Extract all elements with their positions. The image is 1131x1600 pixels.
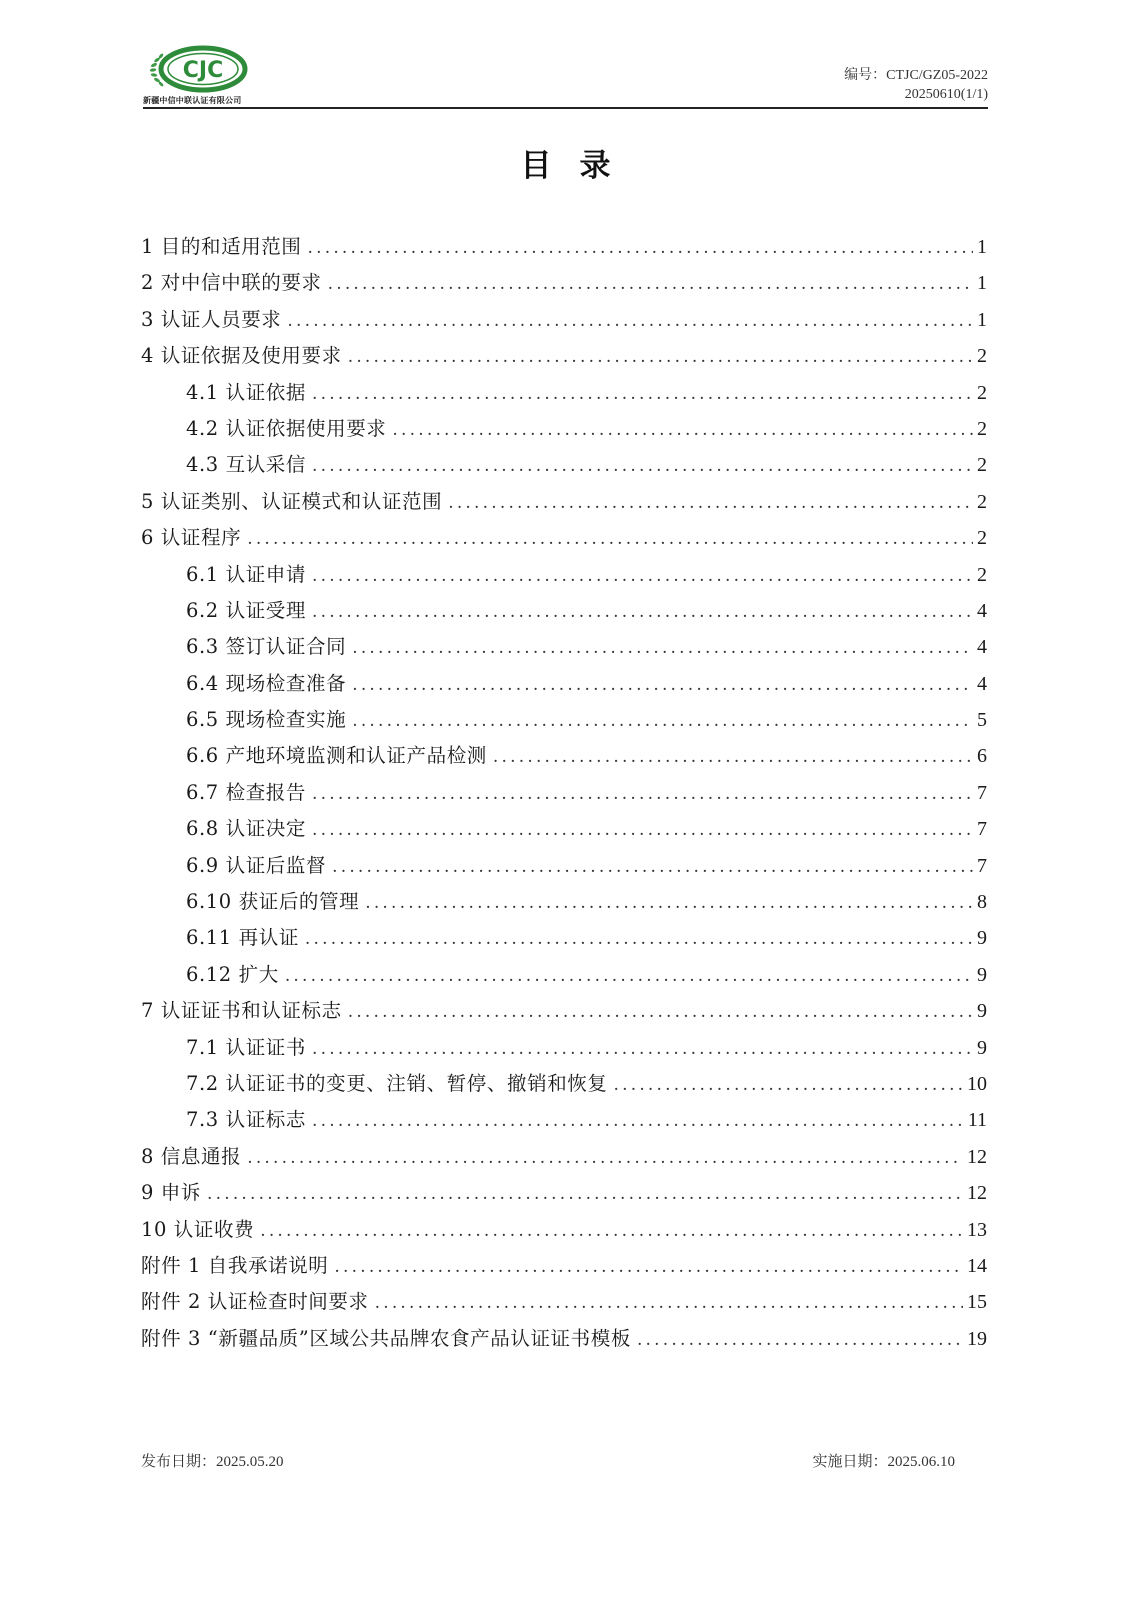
toc-entry-label: 6.1 认证申请: [186, 562, 307, 586]
toc-entry-label: 10 认证收费: [141, 1217, 255, 1241]
toc-entry[interactable]: [141, 302, 987, 338]
toc-entry[interactable]: [141, 447, 987, 483]
toc-entry-label: 3 认证人员要求: [141, 307, 282, 331]
toc-entry-page: 2: [977, 381, 987, 404]
toc-entry-page: 6: [977, 745, 987, 768]
toc-entry[interactable]: [141, 993, 987, 1029]
toc-entry-label: 4.3 互认采信: [186, 453, 307, 477]
toc-entry-label: 6.10 获证后的管理: [186, 890, 360, 914]
toc-entry-label: 附件 2 认证检查时间要求: [141, 1290, 369, 1314]
toc-entry-page: 15: [967, 1291, 987, 1314]
toc-entry[interactable]: [141, 811, 987, 847]
toc-entry-page: 1: [977, 236, 987, 258]
page-title: 目录: [520, 148, 639, 184]
toc-entry[interactable]: [141, 557, 987, 593]
document-meta: [844, 66, 988, 104]
toc-entry[interactable]: [141, 702, 987, 738]
toc-entry[interactable]: [141, 1102, 987, 1138]
toc-leader-dots: [312, 812, 973, 848]
toc-entry-label: 7.1 认证证书: [186, 1035, 307, 1059]
toc-entry-page: 10: [967, 1072, 987, 1095]
toc-leader-dots: [312, 376, 973, 412]
toc-leader-dots: [207, 1176, 963, 1212]
toc-entry-page: 2: [977, 490, 987, 513]
toc-entry[interactable]: [141, 593, 987, 629]
toc-entry-label: 2 对中信中联的要求: [141, 271, 322, 295]
toc-leader-dots: [312, 776, 973, 812]
toc-leader-dots: [348, 339, 973, 375]
toc-entry-label: 9 申诉: [141, 1181, 202, 1205]
toc-entry[interactable]: [141, 1030, 987, 1066]
toc-entry-page: 1: [977, 272, 987, 295]
toc-entry[interactable]: [141, 775, 987, 811]
toc-entry[interactable]: [141, 920, 987, 956]
toc-entry-label: 6.7 检查报告: [186, 780, 307, 804]
toc-entry[interactable]: [141, 1175, 987, 1211]
toc-entry-label: 1 目的和适用范围: [141, 235, 302, 258]
toc-leader-dots: [312, 594, 973, 630]
toc-entry-page: 2: [977, 345, 987, 368]
toc-entry-label: 6.8 认证决定: [186, 817, 307, 841]
toc-leader-dots: [328, 266, 973, 302]
toc-entry[interactable]: [141, 957, 987, 993]
page-header: [143, 40, 988, 108]
toc-entry-page: 7: [977, 818, 987, 841]
toc-entry[interactable]: [141, 338, 987, 374]
toc-leader-dots: [448, 485, 973, 521]
publish-date: 发布日期：2025.05.20: [141, 1454, 284, 1470]
toc-entry-page: 8: [977, 891, 987, 914]
toc-entry-label: 7.3 认证标志: [186, 1108, 307, 1132]
toc-entry[interactable]: [141, 1321, 987, 1357]
toc-entry-page: 9: [977, 1000, 987, 1023]
toc-entry-label: 5 认证类别、认证模式和认证范围: [141, 489, 443, 513]
toc-entry[interactable]: [141, 375, 987, 411]
table-of-contents: [141, 229, 987, 1357]
toc-entry-page: 4: [977, 636, 987, 659]
logo-text: CJC: [182, 58, 224, 83]
toc-entry-label: 6.6 产地环境监测和认证产品检测: [186, 744, 487, 768]
toc-entry[interactable]: [141, 1066, 987, 1102]
toc-entry-label: 7 认证证书和认证标志: [141, 999, 342, 1023]
toc-entry-page: 19: [967, 1327, 987, 1350]
toc-leader-dots: [305, 921, 973, 957]
toc-leader-dots: [352, 703, 973, 739]
toc-leader-dots: [493, 739, 973, 775]
toc-entry-label: 6.11 再认证: [186, 926, 299, 950]
toc-leader-dots: [334, 1249, 963, 1285]
toc-entry-page: 2: [977, 527, 987, 550]
toc-entry[interactable]: [141, 848, 987, 884]
toc-entry-label: 4.1 认证依据: [186, 380, 307, 404]
company-name: 新疆中信中联认证有限公司: [143, 96, 242, 105]
toc-leader-dots: [614, 1067, 963, 1103]
toc-leader-dots: [308, 230, 973, 266]
toc-leader-dots: [287, 303, 973, 339]
toc-entry-page: 12: [967, 1145, 987, 1168]
toc-entry-page: 4: [977, 672, 987, 695]
toc-entry[interactable]: [141, 884, 987, 920]
toc-entry-page: 13: [967, 1218, 987, 1241]
toc-entry-label: 6.12 扩大: [186, 962, 279, 986]
toc-leader-dots: [352, 630, 973, 666]
toc-entry[interactable]: [141, 1212, 987, 1248]
toc-leader-dots: [348, 994, 973, 1030]
document-number: 编号：CTJC/GZ05-2022: [844, 68, 988, 83]
toc-entry-label: 6.2 认证受理: [186, 598, 307, 622]
toc-leader-dots: [260, 1213, 963, 1249]
toc-leader-dots: [375, 1285, 963, 1321]
toc-leader-dots: [365, 885, 973, 921]
toc-entry-label: 附件 3 “新疆品质”区域公共品牌农食产品认证证书模板: [141, 1326, 631, 1350]
toc-entry-page: 7: [977, 854, 987, 877]
toc-entry[interactable]: [141, 1284, 987, 1320]
toc-leader-dots: [332, 849, 973, 885]
toc-entry-page: 2: [977, 417, 987, 440]
toc-entry-page: 2: [977, 563, 987, 586]
toc-entry-page: 12: [967, 1182, 987, 1205]
toc-entry-label: 附件 1 自我承诺说明: [141, 1253, 329, 1277]
toc-entry[interactable]: [141, 411, 987, 447]
toc-entry[interactable]: [141, 484, 987, 520]
toc-entry-label: 7.2 认证证书的变更、注销、暂停、撤销和恢复: [186, 1071, 608, 1095]
toc-leader-dots: [637, 1322, 963, 1358]
toc-entry-page: 7: [977, 781, 987, 804]
toc-leader-dots: [247, 521, 973, 557]
logo-emblem-icon: [143, 40, 255, 96]
toc-entry-page: 9: [977, 927, 987, 950]
toc-leader-dots: [312, 1031, 973, 1067]
toc-entry-label: 6 认证程序: [141, 526, 242, 550]
toc-entry-label: 8 信息通报: [141, 1144, 242, 1168]
effective-date: 实施日期：2025.06.10: [812, 1454, 955, 1470]
toc-entry-label: 6.3 签订认证合同: [186, 635, 347, 659]
toc-entry-page: 5: [977, 709, 987, 732]
toc-entry-page: 14: [967, 1254, 987, 1277]
header-divider: [143, 107, 988, 109]
toc-leader-dots: [392, 412, 973, 448]
toc-entry-label: 4.2 认证依据使用要求: [186, 416, 387, 440]
toc-leader-dots: [312, 448, 973, 484]
toc-entry[interactable]: [141, 666, 987, 702]
toc-entry-label: 6.5 现场检查实施: [186, 708, 347, 732]
toc-entry-label: 4 认证依据及使用要求: [141, 344, 342, 368]
toc-leader-dots: [312, 1103, 964, 1139]
toc-leader-dots: [247, 1140, 963, 1176]
toc-entry-page: 11: [967, 1109, 987, 1132]
toc-leader-dots: [312, 558, 973, 594]
toc-entry-page: 4: [977, 599, 987, 622]
toc-leader-dots: [285, 958, 973, 994]
toc-entry[interactable]: [141, 738, 987, 774]
toc-entry-label: 6.4 现场检查准备: [186, 671, 347, 695]
toc-entry[interactable]: [141, 629, 987, 665]
toc-entry-page: 2: [977, 454, 987, 477]
toc-entry[interactable]: [141, 265, 987, 301]
toc-entry-page: 9: [977, 963, 987, 986]
toc-entry-label: 6.9 认证后监督: [186, 853, 327, 877]
toc-entry[interactable]: [141, 1139, 987, 1175]
toc-entry[interactable]: [141, 229, 987, 265]
document-version: 20250610(1/1): [904, 87, 988, 102]
toc-entry[interactable]: [141, 520, 987, 556]
toc-entry-page: 9: [977, 1036, 987, 1059]
toc-entry-page: 1: [977, 308, 987, 331]
toc-leader-dots: [352, 667, 973, 703]
toc-entry[interactable]: [141, 1248, 987, 1284]
